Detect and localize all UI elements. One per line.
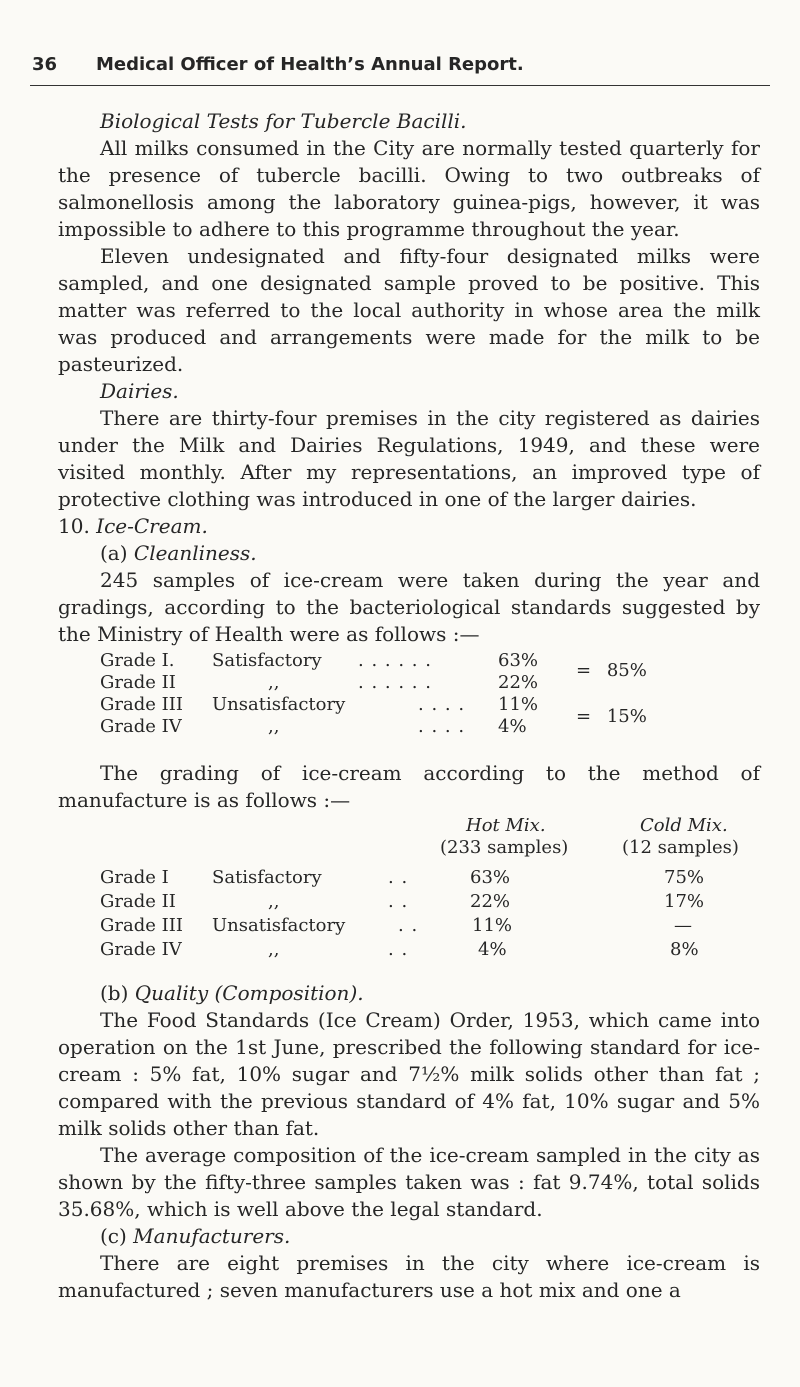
quality-heading-line bbox=[100, 980, 364, 1007]
hot-mix-value: 22% bbox=[470, 891, 511, 912]
total-value: 15% bbox=[606, 706, 647, 727]
leader-dots: . . . . bbox=[418, 716, 466, 737]
leader-dots: . . bbox=[388, 939, 409, 960]
running-title: Medical Officer of Health’s Annual Report. bbox=[96, 54, 524, 75]
grade-description: ,, bbox=[268, 672, 280, 693]
grade-label: Grade II bbox=[100, 672, 176, 693]
cold-mix-samples: (12 samples) bbox=[622, 837, 739, 858]
grade-description: ,, bbox=[268, 939, 280, 960]
total-value: 85% bbox=[606, 660, 647, 681]
leader-dots: . . bbox=[388, 891, 409, 912]
grade-description: Unsatisfactory bbox=[212, 694, 346, 715]
quality-paragraph-1: The Food Standards (Ice Cream) Order, 1953, which came into operation on the 1st June, prescribed the following standard for ice-cream : 5% fat, 10% sugar and 7½% milk solids other than fat ; compared with the previous standard of 4% fat, 10% sugar and 5% milk solids other than fat. bbox=[58, 1008, 760, 1140]
page-number: 36 bbox=[32, 54, 58, 75]
hot-mix-value: 63% bbox=[470, 867, 511, 888]
grade-percent: 22% bbox=[498, 672, 539, 693]
grade-percent: 4% bbox=[498, 716, 527, 737]
grade-label: Grade III bbox=[100, 915, 183, 936]
equals-sign: = bbox=[576, 706, 592, 727]
grade-label: Grade IV bbox=[100, 939, 182, 960]
tb-paragraph-2: Eleven undesignated and fifty-four designated milks were sampled, and one designated sample proved to be positive. This matter was referred to the local authority in whose area the milk was produced and arrangements were made for the milk to be pasteurized. bbox=[58, 244, 760, 376]
cold-mix-value: 75% bbox=[664, 867, 705, 888]
manufacturers-heading-line bbox=[100, 1223, 290, 1250]
dairies-paragraph: There are thirty-four premises in the city registered as dairies under the Milk and Dairies Regulations, 1949, and these were visited monthly. After my representations, an improved type of protective clothing was introduced in one of the larger dairies. bbox=[58, 406, 760, 511]
header-rule bbox=[30, 85, 770, 86]
leader-dots: . . . . . . bbox=[358, 672, 432, 693]
grade-percent: 63% bbox=[498, 650, 539, 671]
sub-a-label: (a) bbox=[100, 541, 128, 565]
sub-c-label: (c) bbox=[100, 1224, 127, 1248]
cleanliness-heading-line bbox=[100, 540, 257, 567]
quality-heading: Quality (Composition). bbox=[134, 981, 364, 1005]
hot-mix-value: 11% bbox=[472, 915, 513, 936]
cold-mix-value: — bbox=[674, 915, 692, 936]
icecream-heading-line bbox=[58, 513, 208, 540]
cold-mix-value: 8% bbox=[670, 939, 699, 960]
method-paragraph: The grading of ice-cream according to the method of manufacture is as follows :— bbox=[58, 761, 760, 812]
grade-description: Satisfactory bbox=[212, 867, 322, 888]
total-satisfactory bbox=[576, 660, 647, 681]
grade-label: Grade III bbox=[100, 694, 183, 715]
hot-mix-header: Hot Mix. bbox=[466, 815, 546, 836]
leader-dots: . . . . . . bbox=[358, 650, 432, 671]
total-unsatisfactory bbox=[576, 706, 647, 727]
dairies-heading: Dairies. bbox=[100, 379, 179, 403]
hot-mix-samples: (233 samples) bbox=[440, 837, 569, 858]
cleanliness-heading: Cleanliness. bbox=[133, 541, 257, 565]
leader-dots: . . bbox=[398, 915, 419, 936]
cleanliness-paragraph: 245 samples of ice-cream were taken during the year and gradings, according to the bacteriological standards suggested by the Ministry of Health were as follows :— bbox=[58, 568, 760, 646]
grade-label: Grade I bbox=[100, 867, 169, 888]
icecream-heading: Ice-Cream. bbox=[96, 514, 208, 538]
manufacturers-heading: Manufacturers. bbox=[133, 1224, 291, 1248]
grade-percent: 11% bbox=[498, 694, 539, 715]
hot-mix-value: 4% bbox=[478, 939, 507, 960]
sub-b-label: (b) bbox=[100, 981, 129, 1005]
cold-mix-header: Cold Mix. bbox=[640, 815, 728, 836]
grade-label: Grade II bbox=[100, 891, 176, 912]
grade-label: Grade I. bbox=[100, 650, 175, 671]
quality-paragraph-2: The average composition of the ice-cream sampled in the city as shown by the fifty-three samples taken was : fat 9.74%, total solids 35.68%, which is well above the legal standard. bbox=[58, 1143, 760, 1221]
equals-sign: = bbox=[576, 660, 592, 681]
grade-label: Grade IV bbox=[100, 716, 182, 737]
grade-description: Unsatisfactory bbox=[212, 915, 346, 936]
grade-description: Satisfactory bbox=[212, 650, 322, 671]
grade-description: ,, bbox=[268, 891, 280, 912]
tb-heading: Biological Tests for Tubercle Bacilli. bbox=[100, 109, 467, 133]
leader-dots: . . . . bbox=[418, 694, 466, 715]
leader-dots: . . bbox=[388, 867, 409, 888]
section-number: 10. bbox=[58, 514, 90, 538]
tb-paragraph-1: All milks consumed in the City are normally tested quarterly for the presence of tubercle bacilli. Owing to two outbreaks of salmonellosis among the laboratory guinea-pigs, however, it was impossible to adhere to this programme throughout the year. bbox=[58, 136, 760, 241]
manufacturers-paragraph: There are eight premises in the city where ice-cream is manufactured ; seven manufacturers use a hot mix and one a bbox=[58, 1251, 760, 1302]
cold-mix-value: 17% bbox=[664, 891, 705, 912]
grade-description: ,, bbox=[268, 716, 280, 737]
